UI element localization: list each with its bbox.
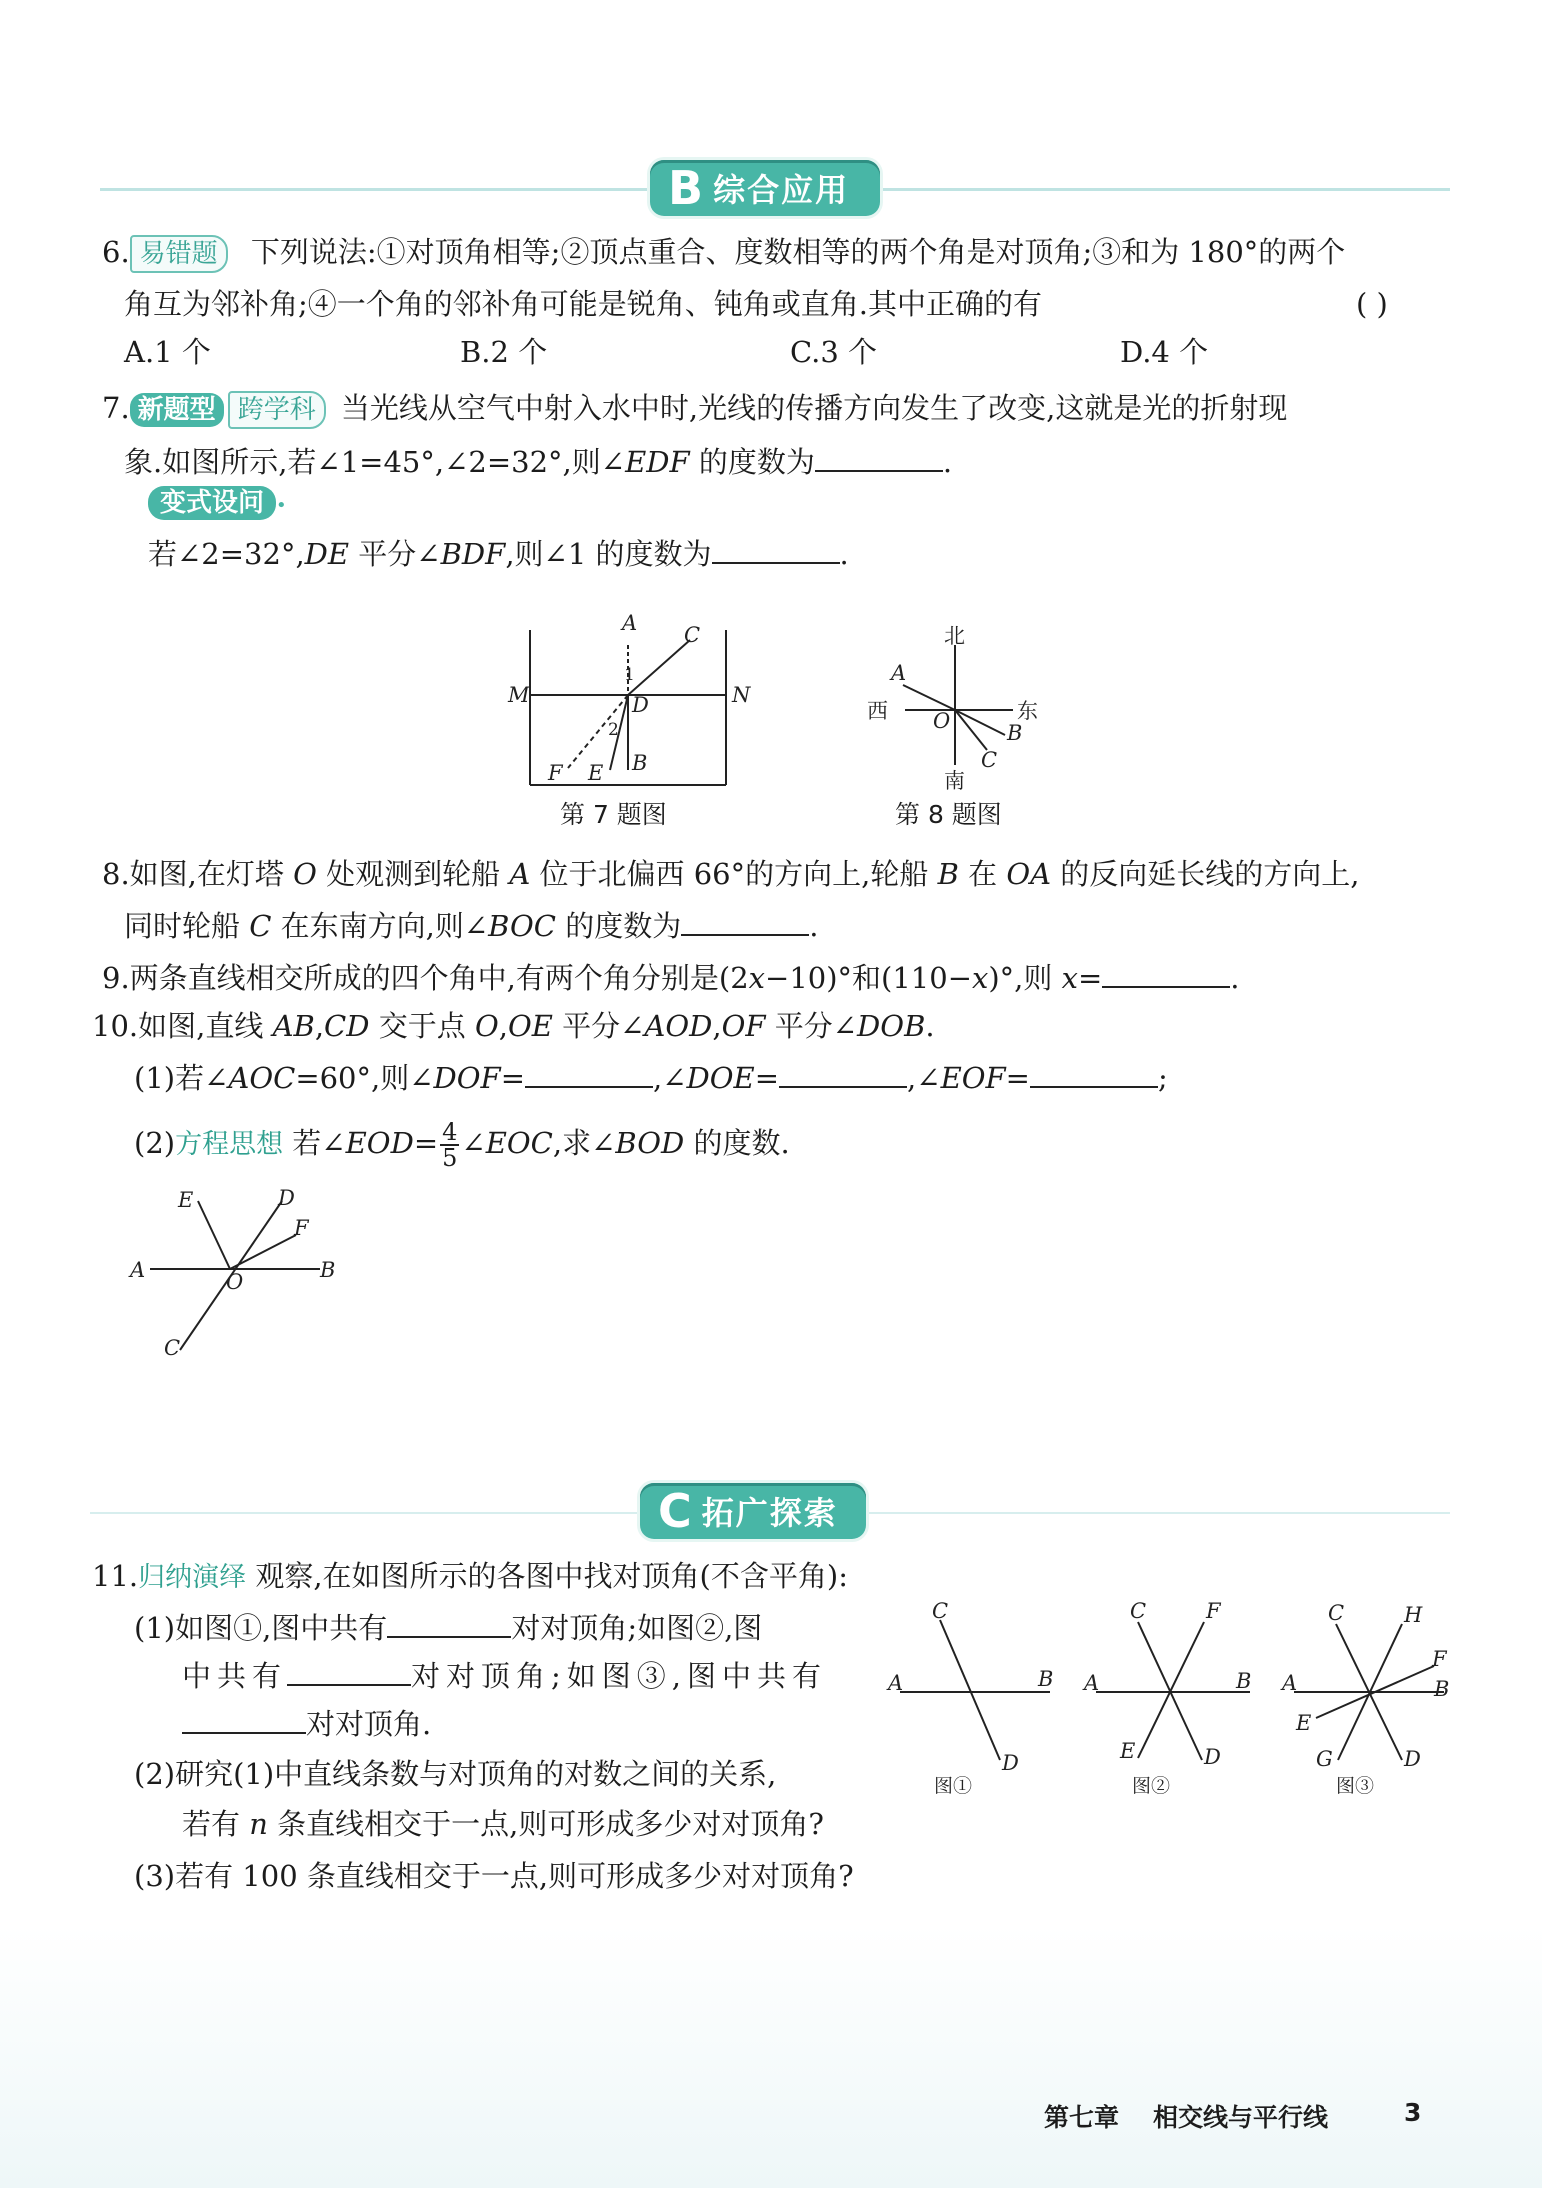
question-10-part2 [134,1120,790,1170]
line-name: CD [324,1009,370,1043]
question-text: 的度数. [684,1126,790,1160]
label-d: D [278,1186,295,1210]
label-e: E [588,761,604,785]
answer-paren: ( ) [1356,287,1388,321]
answer-blank-dof[interactable] [525,1056,653,1088]
label-c: C [1328,1601,1345,1625]
figure-7-caption: 第 7 题图 [560,800,667,829]
question-text: = [1005,1061,1030,1095]
label-b: B [320,1258,336,1282]
label-a: A [130,1258,146,1282]
label-b: B [1038,1667,1054,1691]
label-angle-1: 1 [624,665,635,685]
figure-11-1 [880,1600,1060,1800]
label-o: O [226,1270,244,1294]
answer-blank-eof[interactable] [1030,1056,1158,1088]
option-b: B.2 个 [460,335,548,369]
question-text: −10)°和(110− [765,961,972,995]
question-text: 同时轮船 [124,909,250,943]
answer-blank-fig1[interactable] [387,1606,511,1638]
label-b: B [632,751,648,775]
question-text: , [314,1009,325,1043]
point-name: A [509,857,531,891]
line-name: AB [272,1009,315,1043]
question-7-line1 [102,388,1287,429]
question-text: ,∠ [653,1061,687,1095]
question-text: ,∠ [907,1061,941,1095]
question-8-line2 [124,904,818,946]
angle-name: DOE [686,1061,755,1095]
label-e: E [178,1188,194,1212]
punctuation: . [1230,961,1240,995]
label-h: H [1404,1603,1423,1627]
question-text: 在 [958,857,1007,891]
label-a: A [1084,1671,1100,1695]
question-9 [102,956,1240,998]
label-b: B [1007,721,1023,745]
label-c: C [164,1336,181,1360]
label-f: F [548,761,563,785]
variable: n [249,1807,268,1841]
label-g: G [1316,1747,1333,1771]
section-b-letter: B [668,161,704,215]
question-text: = [754,1061,780,1095]
label-e: E [1120,1739,1136,1763]
question-text: 条直线相交于一点,则可形成多少对对顶角? [267,1807,824,1841]
variant-tag: 变式设问 • [148,486,287,520]
ray-of [230,1235,296,1269]
footer-title: 相交线与平行线 [1153,2103,1329,2132]
fraction [440,1120,459,1170]
question-text: )°,则 [988,961,1062,995]
point-name: O [293,857,317,891]
question-text: (1)若∠ [134,1061,229,1095]
angle-name: BOD [615,1126,685,1160]
question-text: , [712,1009,722,1043]
fraction-numerator: 4 [442,1118,458,1146]
ray-name: OE [507,1009,553,1043]
question-text: =60°,则∠ [295,1061,434,1095]
angle-name: EOC [485,1126,553,1160]
question-text: = [500,1061,525,1095]
question-6-line1 [102,232,1345,273]
label-a: A [1282,1671,1298,1695]
answer-blank-fig3[interactable] [182,1702,306,1734]
question-text: 对对顶角;如图②,图 [511,1611,763,1645]
question-text: (3)若有 100 条直线相交于一点,则可形成多少对对顶角? [134,1859,854,1893]
incident-ray-cd [628,640,690,695]
figure-7 [500,610,760,825]
angle-name: EOD [345,1126,414,1160]
question-text: 位于北偏西 66°的方向上,轮船 [530,857,938,891]
section-c-banner [640,1483,866,1539]
figure-10 [120,1185,350,1365]
figure-11-2 [1080,1600,1260,1800]
equation-thinking-tag: 方程思想 [175,1129,284,1160]
label-d: D [1002,1751,1019,1775]
induction-tag: 归纳演绎 [138,1562,247,1593]
easy-mistake-tag: 易错题 [130,235,228,273]
question-10-stem [92,1006,935,1046]
segment-name: DE [304,537,350,571]
angle-name: DOF [433,1061,501,1095]
variable: x [972,961,989,995]
label-c: C [684,623,701,647]
new-type-tag: 新题型 [130,393,224,427]
question-text: 的度数为 [556,909,682,943]
section-c-letter: C [658,1484,692,1538]
point-name: O [474,1009,499,1043]
label-d: D [632,693,649,717]
label-a: A [622,611,638,635]
figure-11-2-caption: 图② [1132,1775,1171,1797]
question-text: 平分∠ [552,1009,645,1043]
question-7-variant [148,532,849,574]
question-6-line2 [124,284,1042,324]
answer-blank[interactable] [681,904,809,936]
question-11-part3 [134,1856,854,1896]
page-number: 3 [1404,2098,1422,2127]
label-south: 南 [944,769,965,793]
label-f: F [1432,1647,1447,1671]
point-name: B [937,857,959,891]
option-a: A.1 个 [124,335,211,369]
figure-8-caption: 第 8 题图 [895,800,1002,829]
question-text: 8.如图,在灯塔 [102,857,294,891]
label-e: E [1296,1711,1312,1735]
question-text: 9.两条直线相交所成的四个角中,有两个角分别是(2 [102,961,749,995]
question-11-part1-line1 [134,1606,762,1648]
question-text: 若有 [182,1807,250,1841]
figure-11-3 [1278,1600,1458,1800]
punctuation: . [925,1009,935,1043]
label-n: N [732,683,751,707]
angle-name: BDF [440,537,506,571]
punctuation: . [942,445,953,479]
variant-tag-label: 变式设问 [148,486,276,520]
label-d: D [1404,1747,1421,1771]
segment-name: OA [1006,857,1052,891]
question-7-line2 [124,440,952,482]
label-f: F [1206,1600,1221,1623]
answer-blank[interactable] [712,532,840,564]
figure-8 [855,625,1055,795]
question-text: 象.如图所示,若∠1=45°,∠2=32°,则∠ [124,445,626,479]
question-10-part1 [134,1056,1168,1098]
question-text: 对对顶角;如图③,图中共有 [411,1659,828,1693]
question-text: 的度数为 [689,445,815,479]
question-text: 在东南方向,则∠ [271,909,489,943]
label-m: M [508,683,530,707]
angle-name: BOC [488,909,556,943]
question-number: 11. [92,1559,139,1593]
question-text: 下列说法:①对顶角相等;②顶点重合、度数相等的两个角是对顶角;③和为 180°的两个 [250,235,1346,269]
line-cd [940,1620,1000,1760]
label-a: A [888,1671,904,1695]
label-angle-2: 2 [608,720,619,740]
ray-oc [955,710,987,750]
variable: x [748,961,766,995]
section-b-title: 综合应用 [713,171,850,209]
variable: x [1061,961,1078,995]
question-11-part2-line1 [134,1754,776,1794]
point-name: C [249,909,272,943]
label-f: F [294,1216,309,1240]
figure-11-3-caption: 图③ [1336,1775,1375,1797]
answer-blank[interactable] [1102,956,1230,988]
angle-name: EOF [940,1061,1006,1095]
label-a: A [891,661,907,685]
question-text: ,则∠1 的度数为 [505,537,712,571]
option-d: D.4 个 [1120,335,1209,369]
question-11-part2-line2 [182,1804,824,1844]
question-text: = [413,1126,439,1160]
answer-blank-doe[interactable] [779,1056,907,1088]
question-text: (2) [134,1126,176,1160]
figure-11-1-caption: 图① [934,1775,973,1797]
question-text: (1)如图①,图中共有 [134,1611,388,1645]
label-o: O [933,709,951,733]
ray-oa [903,685,955,710]
question-text: 交于点 [369,1009,475,1043]
section-b-banner [650,160,880,216]
question-number: 6. [102,235,130,269]
fraction-denominator: 5 [442,1144,458,1172]
angle-name: AOD [644,1009,713,1043]
question-text: 中共有 [182,1659,288,1693]
question-11-part1-line3 [182,1702,431,1744]
question-text: 10.如图,直线 [92,1009,273,1043]
label-c: C [1130,1600,1147,1623]
question-text: = [1077,961,1103,995]
question-text: 若∠ [283,1126,346,1160]
question-text: 平分∠ [349,537,441,571]
question-text: 当光线从空气中射入水中时,光线的传播方向发生了改变,这就是光的折射现 [340,391,1288,425]
question-text: ∠ [461,1126,486,1160]
punctuation: . [809,909,819,943]
question-8-line1 [102,854,1359,894]
label-d: D [1204,1745,1221,1769]
angle-name: DOB [857,1009,926,1043]
label-b: B [1434,1677,1450,1701]
ray-ob [955,710,1005,735]
label-c: C [981,748,998,772]
answer-blank-fig2[interactable] [287,1654,411,1686]
question-text: 对对顶角. [306,1707,432,1741]
question-text: ,求∠ [552,1126,616,1160]
question-text: 角互为邻补角;④一个角的邻补角可能是锐角、钝角或直角.其中正确的有 [124,287,1042,321]
punctuation: ; [1157,1061,1168,1095]
angle-name: AOC [228,1061,296,1095]
label-east: 东 [1017,699,1038,723]
angle-name: EDF [625,445,690,479]
question-text: , [498,1009,508,1043]
question-11-part1-line2 [182,1654,827,1696]
question-number: 7. [102,391,130,425]
question-text: 处观测到轮船 [316,857,510,891]
question-text: 观察,在如图所示的各图中找对顶角(不含平角): [246,1559,848,1593]
cross-subject-tag: 跨学科 [228,391,326,429]
footer-chapter: 第七章 [1044,2103,1120,2132]
question-text: 若∠2=32°, [148,537,305,571]
label-b: B [1236,1669,1252,1693]
question-text: 平分∠ [765,1009,858,1043]
label-c: C [932,1600,949,1623]
option-c: C.3 个 [790,335,878,369]
label-west: 西 [867,699,888,723]
ray-name: OF [721,1009,766,1043]
section-c-title: 拓广探索 [701,1494,838,1532]
answer-blank[interactable] [815,440,943,472]
ray-oe [198,1201,230,1269]
label-north: 北 [944,625,965,648]
question-text: 的反向延长线的方向上, [1051,857,1360,891]
question-11-intro [92,1556,848,1598]
punctuation: . [839,537,849,571]
question-text: (2)研究(1)中直线条数与对顶角的对数之间的关系, [134,1757,777,1791]
